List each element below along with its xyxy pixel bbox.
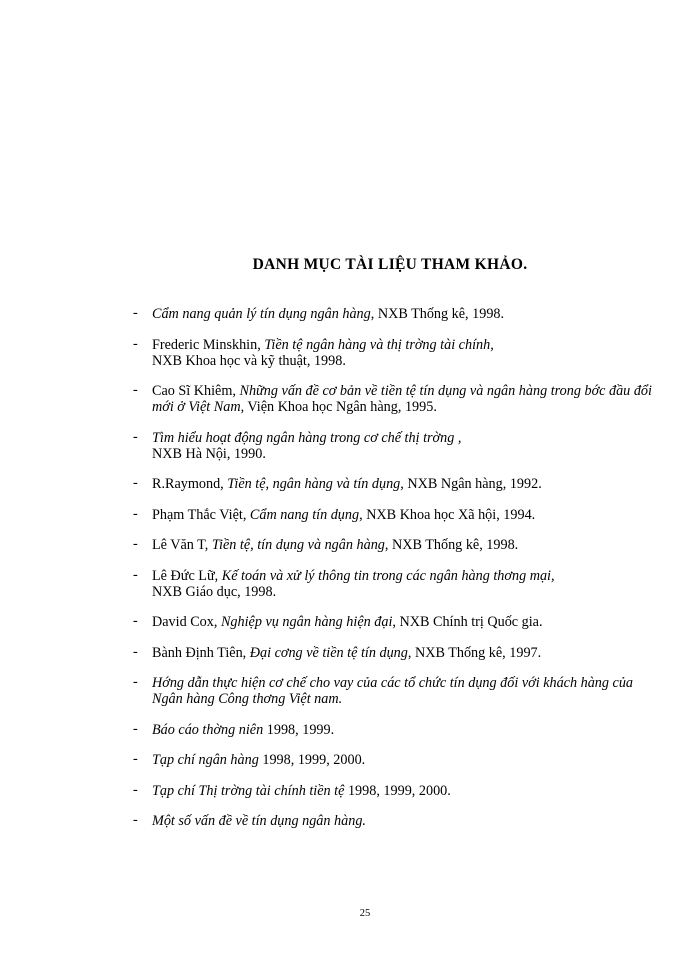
reference-item xyxy=(133,675,653,707)
bullet-dash: - xyxy=(133,382,138,398)
bullet-dash: - xyxy=(133,720,138,737)
reference-title: Cẩm nang quản lý tín dụng ngân hàng xyxy=(152,306,371,322)
reference-title: Cẩm nang tín dụng xyxy=(249,506,360,523)
reference-author: Lê Đức Lữ, xyxy=(152,567,222,584)
reference-publisher: , Viện Khoa học Ngân hàng, 1995. xyxy=(240,399,437,415)
reference-list xyxy=(133,306,653,844)
reference-author: Bành Định Tiên, xyxy=(152,644,250,661)
bullet-dash: - xyxy=(133,536,138,552)
bullet-dash: - xyxy=(133,781,138,798)
reference-item xyxy=(133,337,653,369)
reference-publisher: , NXB Khoa học Xã hội, 1994. xyxy=(359,506,536,523)
bullet-dash: - xyxy=(133,335,138,352)
reference-item xyxy=(133,383,653,415)
reference-title: Kế toán và xử lý thông tin trong các ngân hàng thơng mại, xyxy=(221,567,555,584)
reference-author: R.Raymond, xyxy=(152,476,228,492)
reference-publisher: , NXB Thống kê, 1998. xyxy=(370,306,505,322)
reference-item xyxy=(133,507,653,523)
reference-publisher: 1998, 1999. xyxy=(263,721,335,738)
reference-title: Tiền tệ, tín dụng và ngân hàng xyxy=(211,537,385,553)
reference-author: Frederic Minskhin, xyxy=(152,336,265,353)
reference-publisher: 1998, 1999, 2000. xyxy=(344,782,451,799)
reference-title: Tiền tệ ngân hàng và thị trờng tài chính, xyxy=(264,336,494,353)
reference-title: Tạp chí Thị trờng tài chính tiền tệ xyxy=(152,782,345,799)
reference-author: Cao Sĩ Khiêm, xyxy=(152,383,240,399)
reference-item xyxy=(133,813,653,829)
bullet-dash: - xyxy=(133,475,138,491)
reference-item xyxy=(133,306,653,322)
reference-author: Lê Văn T, xyxy=(152,537,212,553)
reference-publisher: , NXB Chính trị Quốc gia. xyxy=(392,614,543,630)
reference-author: Phạm Thắc Việt, xyxy=(152,506,250,523)
page-number: 25 xyxy=(359,908,371,919)
reference-item xyxy=(133,430,653,462)
reference-author: David Cox, xyxy=(152,614,221,630)
reference-publisher: NXB Hà Nội, 1990. xyxy=(152,445,266,462)
reference-publisher: NXB Giáo dục, 1998. xyxy=(152,583,277,600)
reference-item xyxy=(133,752,653,768)
reference-item xyxy=(133,722,653,738)
bullet-dash: - xyxy=(133,428,138,445)
bullet-dash: - xyxy=(133,613,138,629)
reference-item xyxy=(133,614,653,630)
bullet-dash: - xyxy=(133,505,138,522)
reference-publisher: , NXB Thống kê, 1997. xyxy=(407,644,542,661)
reference-title: Tiền tệ, ngân hàng và tín dụng xyxy=(227,476,401,492)
reference-title: Nghiệp vụ ngân hàng hiện đại xyxy=(220,614,393,630)
bullet-dash: - xyxy=(133,751,138,767)
bullet-dash: - xyxy=(133,674,138,690)
reference-publisher: 1998, 1999, 2000. xyxy=(258,752,366,768)
reference-item xyxy=(133,645,653,661)
reference-publisher: , NXB Ngân hàng, 1992. xyxy=(400,476,542,492)
bullet-dash: - xyxy=(133,305,138,321)
reference-title: Tạp chí ngân hàng xyxy=(152,752,259,768)
reference-item xyxy=(133,568,653,600)
bullet-dash: - xyxy=(133,566,138,583)
reference-item xyxy=(133,537,653,553)
reference-title: Hớng dẫn thực hiện cơ chế cho vay của các tổ chức tín dụng đối với khách hàng của Ngân hàng Công thơng Việt nam. xyxy=(152,675,634,707)
reference-item xyxy=(133,783,653,799)
reference-publisher: , NXB Thống kê, 1998. xyxy=(384,537,519,553)
reference-title: Tìm hiểu hoạt động ngân hàng trong cơ chế thị trờng , xyxy=(152,429,462,446)
reference-publisher: NXB Khoa học và kỹ thuật, 1998. xyxy=(152,352,346,369)
reference-title: Một số vấn đề về tín dụng ngân hàng. xyxy=(152,813,366,829)
page-title: DANH MỤC TÀI LIỆU THAM KHẢO. xyxy=(252,256,528,273)
reference-title: Đại cơng về tiền tệ tín dụng xyxy=(249,644,408,661)
bullet-dash: - xyxy=(133,643,138,660)
reference-title: Báo cáo thờng niên xyxy=(152,721,264,738)
bullet-dash: - xyxy=(133,812,138,828)
reference-item xyxy=(133,476,653,492)
reference-title: Những vấn đề cơ bản về tiền tệ tín dụng và ngân hàng trong bớc đầu đổi mới ở Việt Nam xyxy=(152,383,652,415)
